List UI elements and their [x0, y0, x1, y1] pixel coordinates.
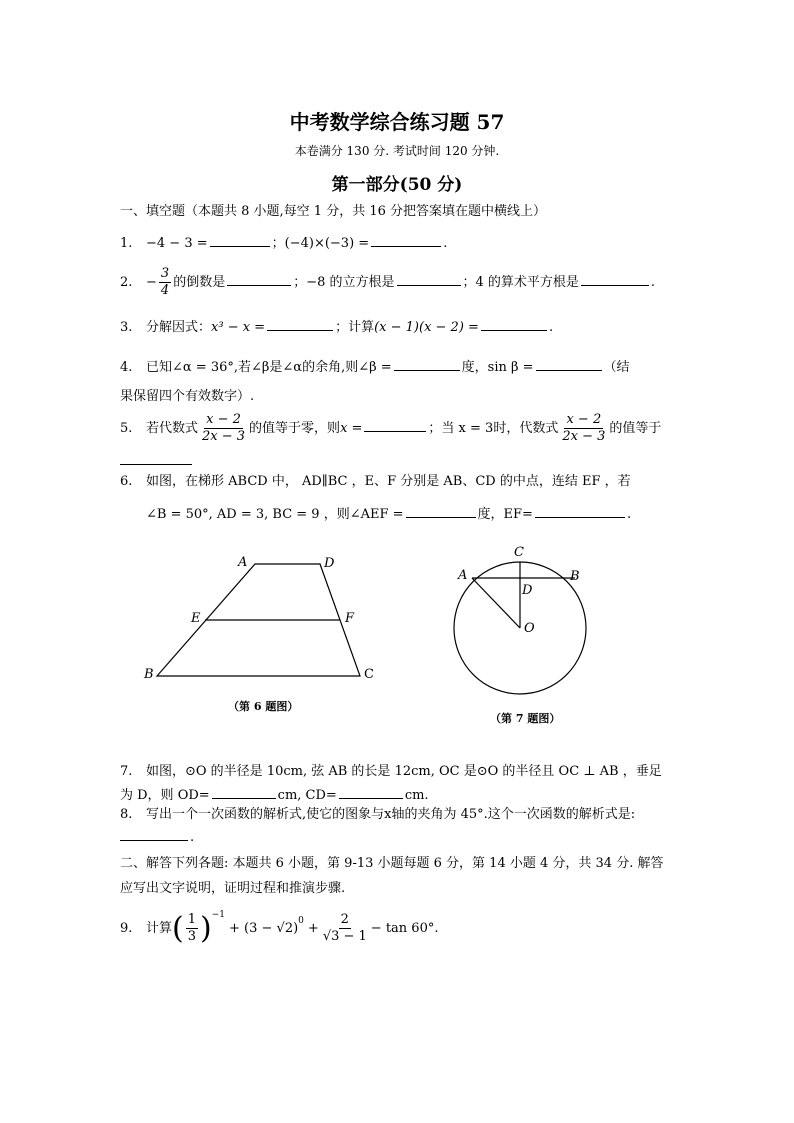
q5-text-c: ；当 x = 3时，代数式 — [428, 421, 559, 436]
q8-line2 — [120, 826, 194, 847]
label-o: O — [524, 621, 535, 636]
q9-fraction-1: $\frac{1}{3}$ — [187, 912, 197, 944]
q8-end: . — [190, 830, 195, 845]
question-4 — [120, 356, 630, 377]
q8-blank[interactable] — [120, 826, 188, 841]
q1-blank-2[interactable] — [371, 232, 441, 247]
q6-line2a: ∠B = 50°, AD = 3, BC = 9 ，则∠AEF = — [146, 507, 404, 522]
label-a: A — [458, 568, 468, 583]
q5-fraction-2: $\frac{x - 2}{2x - 3}$ — [562, 412, 606, 444]
q5-number: 5. — [120, 421, 133, 436]
section2-line1: 二、解答下列各题: 本题共 6 小题，第 9-13 小题每题 6 分，第 14 小题 4 分，共 34 分. 解答 — [120, 856, 664, 871]
question-2 — [120, 266, 655, 299]
q6-line1: 如图，在梯形 ABCD 中， AD∥BC ，E、F 分别是 AB、CD 的中点，连结 EF ，若 — [146, 474, 631, 489]
q1-number: 1. — [120, 236, 133, 251]
q6-blank-1[interactable] — [406, 503, 476, 518]
q3-expr: x³ − x = — [211, 320, 266, 335]
question-6 — [120, 473, 631, 491]
radius-oa — [472, 578, 520, 628]
q7-blank-1[interactable] — [212, 784, 276, 799]
q5-xeq: x = — [340, 421, 363, 436]
label-a: A — [238, 555, 248, 570]
q9-text-a: 计算 — [146, 920, 173, 936]
q6-line2b: 度，EF= — [477, 507, 533, 522]
figure-6-trapezoid — [140, 550, 380, 690]
question-9 — [120, 909, 439, 946]
q2-text-b: ；−8 的立方根是 — [293, 275, 395, 290]
q2-end: . — [650, 275, 656, 290]
q9-text-c: + — [307, 920, 319, 936]
label-f: F — [345, 611, 355, 626]
q6-end: . — [626, 507, 632, 522]
q6-number: 6. — [120, 474, 133, 489]
label-d: D — [522, 583, 533, 598]
q4-number: 4. — [120, 360, 133, 375]
label-e: E — [191, 611, 201, 626]
q3-number: 3. — [120, 320, 133, 335]
q4-text-a: 已知∠α = 36°,若∠β是∠α的余角,则∠β = — [146, 360, 392, 375]
q7-line2a: 为 D，则 OD= — [120, 788, 210, 803]
question-7 — [120, 763, 662, 781]
q2-fraction: $\frac{3}{4}$ — [160, 266, 170, 298]
q9-exponent-0: 0 — [298, 915, 304, 926]
q4-blank-1[interactable] — [394, 356, 460, 371]
q8-line1: 写出一个一次函数的解析式,使它的图象与x轴的夹角为 45°.这个一次函数的解析式是: — [146, 807, 636, 822]
q3-blank-2[interactable] — [481, 316, 547, 331]
q8-number: 8. — [120, 807, 133, 822]
q3-text-b: ；计算 — [335, 320, 375, 335]
q7-line2c: cm. — [404, 788, 429, 803]
q1-blank-1[interactable] — [210, 232, 270, 247]
q2-number: 2. — [120, 275, 133, 290]
q5-text-a: 若代数式 — [146, 421, 199, 436]
q1-expr-b: (−4)×(−3) = — [284, 236, 370, 251]
label-c: C — [514, 545, 524, 560]
q4-blank-2[interactable] — [536, 356, 602, 371]
q3-text-a: 分解因式： — [146, 320, 212, 335]
q5-text-d: 的值等于 — [609, 421, 662, 436]
part-heading: 第一部分(50 分) — [331, 175, 463, 195]
q2-text-c: ；4 的算术平方根是 — [462, 275, 579, 290]
figure-7-circle — [450, 540, 600, 700]
question-1 — [120, 232, 447, 253]
label-c: C — [364, 667, 374, 682]
q2-blank-3[interactable] — [581, 271, 649, 286]
q3-end: . — [548, 320, 554, 335]
q3-blank-1[interactable] — [267, 316, 333, 331]
q7-line1: 如图，⊙O 的半径是 10cm, 弦 AB 的长是 12cm, OC 是⊙O 的半径且 OC ⊥ AB ，垂足 — [146, 764, 662, 779]
q2-blank-2[interactable] — [397, 271, 461, 286]
label-b: B — [570, 569, 580, 584]
q4-text-c: （结 — [603, 360, 630, 375]
q1-sep: ； — [271, 236, 285, 251]
q5-blank-2[interactable] — [120, 464, 192, 465]
figure-6-caption: （第 6 题图） — [228, 700, 299, 713]
q9-text-b: + (3 − √2) — [229, 920, 299, 936]
q5-fraction-1: $\frac{x - 2}{2x - 3}$ — [202, 412, 246, 444]
q4-text-b: 度，sin β = — [461, 360, 534, 375]
q5-text-b: 的值等于零，则 — [249, 421, 341, 436]
question-8 — [120, 806, 635, 824]
figure-7-caption: （第 7 题图） — [490, 712, 561, 725]
q7-line2 — [120, 784, 429, 805]
question-3 — [120, 316, 553, 337]
q5-blank-1[interactable] — [364, 417, 426, 432]
q2-neg: − — [146, 275, 157, 290]
question-5 — [120, 412, 661, 445]
section1-heading: 一、填空题（本题共 8 小题,每空 1 分，共 16 分把答案填在题中横线上） — [120, 204, 547, 219]
q9-fraction-2: $\frac{2}{√3 - 1}$ — [322, 912, 367, 944]
q9-exponent: −1 — [211, 909, 226, 920]
q9-paren-close: ) — [200, 910, 212, 946]
q6-blank-2[interactable] — [535, 503, 625, 518]
q1-expr-a: −4 − 3 = — [146, 236, 208, 251]
q9-paren-open: ( — [172, 910, 184, 946]
q9-number: 9. — [120, 920, 133, 936]
exam-info: 本卷满分 130 分. 考试时间 120 分钟. — [294, 144, 500, 158]
label-d: D — [324, 556, 335, 571]
q7-blank-2[interactable] — [339, 784, 403, 799]
q1-end: . — [443, 236, 448, 251]
page-title: 中考数学综合练习题 57 — [289, 110, 505, 134]
label-b: B — [144, 667, 154, 682]
q2-text-a: 的倒数是 — [173, 275, 226, 290]
q7-line2b: cm, CD= — [277, 788, 337, 803]
q9-text-d: − tan 60°. — [370, 920, 439, 936]
q2-blank-1[interactable] — [227, 271, 291, 286]
q4-line2: 果保留四个有效数字）. — [120, 389, 255, 404]
section2-line2: 应写出文字说明，证明过程和推演步骤. — [120, 881, 346, 896]
q3-expr2: (x − 1)(x − 2) = — [374, 320, 479, 335]
q7-number: 7. — [120, 764, 133, 779]
q6-line2 — [146, 503, 631, 524]
